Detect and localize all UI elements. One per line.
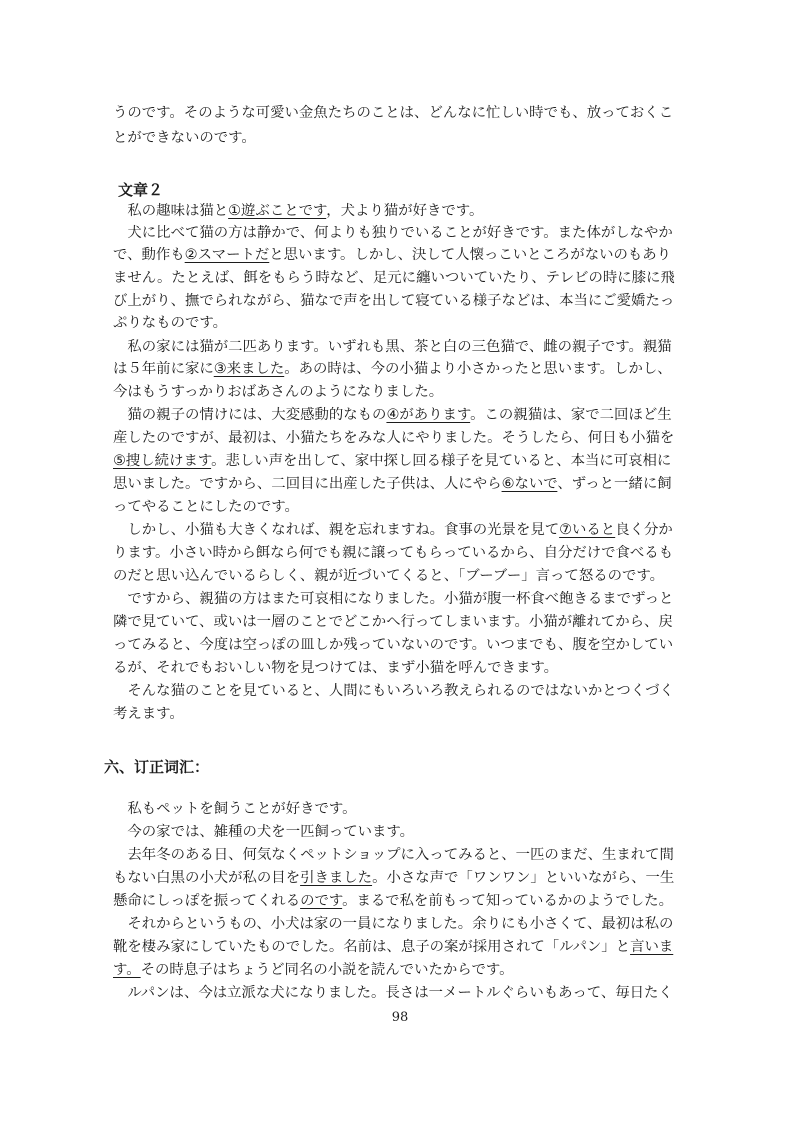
text2-line-20: ってみると、今度は空っぽの皿しか残っていないのです。いつまでも、腹を空かしてい [113, 637, 674, 653]
intro-line-2: とができないのです。 [113, 130, 256, 146]
text2-line-22: そんな猫のことを見ていると、人間にもいろいろ教えられるのではないかとつくづく [113, 683, 674, 699]
text2-line-23: 考えます。 [113, 706, 184, 722]
text2-line-2: 犬に比べて猫の方は静かで、何よりも独りでいることが好きです。また体がしなやか [113, 225, 673, 241]
text6-line-9: ルパンは、今は立派な犬になりました。長さは一メートルぐらいもあって、毎日たく [113, 985, 673, 1001]
text2-line-21: るが、それでもおいしい物を見つけては、まず小猫を呼んできます。 [113, 660, 558, 676]
text2-line-17: のだと思い込んでいるらしく、親が近づいてくると、「ブーブー」言って怒るのです。 [113, 568, 665, 584]
text6-line-7: 靴を棲み家にしていたものでした。名前は、息子の案が採用されて「ルパン」と言いま [113, 939, 674, 955]
text6-line-6: それからというもの、小犬は家の一員になりました。余りにも小さくて、最初は私の [113, 916, 674, 932]
text2-line-7: 私の家には猫が二匹あります。いずれも黒、茶と白の三色猫で、雌の親子です。親猫 [113, 339, 672, 355]
text2-line-1: 私の趣味は猫と①遊ぶことです，犬より猫が好きです。 [113, 203, 484, 219]
page-number: 98 [391, 1010, 409, 1025]
text6-line-2: 今の家では、雑種の犬を一匹飼っています。 [113, 824, 415, 840]
section-heading-text2: 文章２ [118, 181, 164, 199]
text2-line-18: ですから、親猫の方はまた可哀相になりました。小猫が腹一杯食べ飽きるまでずっと [113, 591, 674, 607]
text2-line-4: ません。たとえば、餌をもらう時など、足元に纏いついていたり、テレビの時に膝に飛 [113, 270, 675, 286]
text6-line-4: もない白黒の小犬が私の目を引きました。小さな声で「ワンワン」といいながら、一生 [113, 870, 675, 886]
text2-line-13: 思いました。ですから、二回目に出産した子供は、人にやら⑥ないで、ずっと一緒に飼 [113, 476, 672, 492]
section-heading-correct-vocab: 六、订正词汇： [104, 758, 210, 776]
text2-line-12: ⑤捜し続けます。悲しい声を出して、家中探し回る様子を見ていると、本当に可哀相に [113, 453, 672, 469]
text2-line-8: は５年前に家に③来ました。あの時は、今の小猫より小さかったと思います。しかし、 [113, 361, 672, 377]
text6-line-3: 去年冬のある日、何気なくペットショップに入ってみると、一匹のまだ、生まれて間 [113, 847, 674, 863]
intro-line-1: うのです。そのような可愛い金魚たちのことは、どんなに忙しい時でも、放っておくこ [113, 105, 674, 121]
text2-line-15: しかし、小猫も大きくなれば、親を忘れますね。食事の光景を見て⑦いると良く分か [113, 522, 673, 538]
text2-line-11: 産したのですが、最初は、小猫たちをみな人にやりました。そうしたら、何日も小猫を [113, 430, 675, 446]
text2-line-5: び上がり、撫でられながら、猫なで声を出して寝ている様子などは、本当にご愛嬌たっ [113, 293, 675, 309]
text6-line-8: す。その時息子はちょうど同名の小説を読んでいたからです。 [113, 962, 514, 978]
text2-line-9: 今はもうすっかりおばあさんのようになりました。 [113, 384, 444, 400]
text6-line-5: 懸命にしっぽを振ってくれるのです。まるで私を前もって知っているかのようでした。 [113, 893, 673, 909]
text2-line-19: 隣で見ていて、或いは一層のことでどこかへ行ってしまいます。小猫が離れてから、戻 [113, 614, 673, 630]
text2-line-6: ぷりなものです。 [113, 315, 227, 331]
text2-line-16: ります。小さい時から餌なら何でも親に譲ってもらっているから、自分だけで食べるも [113, 545, 674, 561]
text2-line-10: 猫の親子の情けには、大変感動的なもの④があります。この親猫は、家で二回ほど生 [113, 407, 672, 423]
text2-line-3: で、動作も②スマートだと思います。しかし、決して人懐っこいところがないのもあり [113, 247, 672, 263]
text2-line-14: ってやることにしたのです。 [113, 499, 299, 515]
text6-line-1: 私もペットを飼うことが好きです。 [113, 801, 357, 817]
